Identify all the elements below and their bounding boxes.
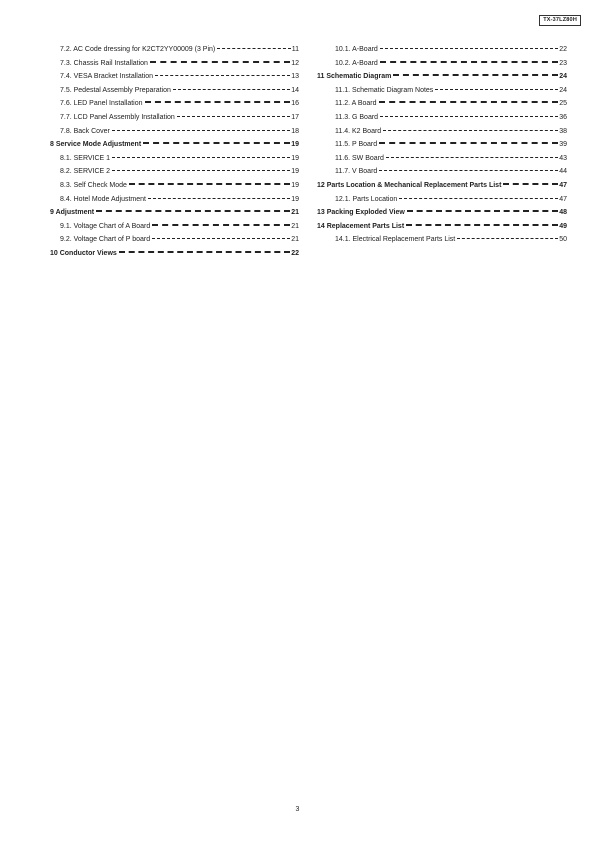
toc-leader-dots [386, 157, 558, 158]
model-badge: TX-37LZ80H [539, 15, 581, 26]
toc-entry-page: 39 [559, 141, 567, 149]
toc-entry-title: 9 Adjustment [50, 209, 95, 217]
toc-entry[interactable] [50, 196, 299, 210]
toc-entry[interactable] [50, 128, 299, 142]
toc-entry-page: 25 [559, 100, 567, 108]
toc-leader-dots [152, 224, 290, 226]
toc-entry-title: 8.3. Self Check Mode [60, 181, 127, 189]
toc-leader-dots [393, 74, 558, 76]
toc-leader-dots [155, 75, 290, 76]
toc-entry-title: 11.3. G Board [335, 113, 379, 121]
toc-entry[interactable] [317, 128, 567, 142]
toc-leader-dots [148, 198, 290, 199]
toc-entry[interactable] [50, 209, 299, 223]
toc-entry[interactable] [50, 182, 299, 196]
toc-entry[interactable] [317, 141, 567, 155]
toc-leader-dots [379, 142, 558, 144]
toc-entry[interactable] [50, 114, 299, 128]
toc-entry-page: 24 [559, 73, 567, 81]
toc-entry-title: 9.2. Voltage Chart of P board [60, 236, 151, 244]
toc-entry-title: 14.1. Electrical Replacement Parts List [335, 236, 456, 244]
toc-entry-page: 50 [559, 236, 567, 244]
toc-entry-title: 7.4. VESA Bracket Installation [60, 73, 153, 81]
toc-entry[interactable] [50, 223, 299, 237]
toc-leader-dots [150, 61, 290, 63]
toc-entry-title: 10.2. A-Board [335, 59, 378, 67]
toc-entry-title: 11.4. K2 Board [335, 127, 382, 135]
toc-entry[interactable] [50, 141, 299, 155]
toc-entry-page: 36 [559, 113, 567, 121]
toc-entry-title: 8.4. Hotel Mode Adjustment [60, 195, 146, 203]
toc-entry[interactable] [50, 73, 299, 87]
toc-leader-dots [143, 142, 290, 144]
toc-leader-dots [407, 210, 558, 212]
toc-leader-dots [406, 224, 558, 226]
toc-entry-page: 21 [291, 209, 299, 217]
toc-entry[interactable] [317, 182, 567, 196]
toc-entry-page: 47 [559, 181, 567, 189]
toc-entry-title: 7.7. LCD Panel Assembly Installation [60, 113, 175, 121]
toc-entry[interactable] [317, 168, 567, 182]
toc-entry-title: 8.1. SERVICE 1 [60, 154, 111, 162]
toc-entry[interactable] [50, 46, 299, 60]
toc-leader-dots [380, 61, 558, 63]
page-number: 3 [295, 806, 300, 813]
toc-entry-page: 49 [559, 222, 567, 230]
toc-entry[interactable] [50, 87, 299, 101]
toc-leader-dots [435, 89, 558, 90]
toc-entry-title: 11.5. P Board [335, 141, 378, 149]
toc-leader-dots [399, 198, 558, 199]
toc-entry-page: 44 [559, 168, 567, 176]
toc-entry-title: 7.8. Back Cover [60, 127, 110, 135]
toc-entry-page: 24 [559, 86, 567, 94]
toc-entry[interactable] [50, 236, 299, 250]
toc-leader-dots [112, 157, 290, 158]
toc-leader-dots [96, 210, 290, 212]
toc-entry-title: 7.6. LED Panel Installation [60, 100, 143, 108]
toc-entry[interactable] [317, 223, 567, 237]
toc-entry-page: 14 [291, 86, 299, 94]
toc-right-column [317, 46, 567, 250]
toc-entry-title: 8.2. SERVICE 2 [60, 168, 111, 176]
toc-entry-page: 13 [291, 73, 299, 81]
toc-entry[interactable] [317, 46, 567, 60]
toc-entry[interactable] [317, 73, 567, 87]
toc-entry[interactable] [50, 155, 299, 169]
toc-leader-dots [119, 251, 290, 253]
toc-entry-page: 22 [559, 46, 567, 53]
toc-entry-page: 17 [291, 113, 299, 121]
toc-entry[interactable] [317, 60, 567, 74]
toc-entry-title: 10 Conductor Views [50, 249, 117, 257]
toc-entry-page: 21 [291, 236, 299, 244]
toc-entry[interactable] [50, 250, 299, 264]
toc-entry-title: 12.1. Parts Location [335, 195, 398, 203]
toc-leader-dots [129, 183, 290, 185]
toc-entry[interactable] [317, 155, 567, 169]
toc-entry-page: 19 [291, 195, 299, 203]
toc-leader-dots [112, 170, 290, 171]
toc-entry-page: 19 [291, 168, 299, 176]
toc-entry-title: 7.2. AC Code dressing for K2CT2YY00009 (3 Pin) [60, 46, 216, 53]
toc-entry-page: 23 [559, 59, 567, 67]
toc-leader-dots [217, 48, 290, 49]
toc-leader-dots [383, 130, 558, 131]
toc-entry-title: 11.1. Schematic Diagram Notes [335, 86, 434, 94]
toc-entry-title: 11.2. A Board [335, 100, 377, 108]
toc-entry[interactable] [317, 100, 567, 114]
toc-entry-page: 19 [291, 181, 299, 189]
toc-entry-title: 7.3. Chassis Rail Installation [60, 59, 148, 67]
toc-entry-page: 19 [291, 141, 299, 149]
toc-entry-page: 18 [291, 127, 299, 135]
toc-entry[interactable] [50, 60, 299, 74]
toc-entry-page: 22 [291, 249, 299, 257]
toc-entry-title: 8 Service Mode Adjustment [50, 141, 142, 149]
toc-leader-dots [379, 170, 558, 171]
toc-leader-dots [152, 238, 290, 239]
toc-leader-dots [457, 238, 558, 239]
toc-entry-page: 43 [559, 154, 567, 162]
toc-leader-dots [380, 116, 558, 117]
toc-leader-dots [379, 101, 559, 103]
toc-entry-title: 12 Parts Location & Mechanical Replacement Parts List [317, 181, 502, 189]
toc-leader-dots [112, 130, 290, 131]
toc-entry-page: 19 [291, 154, 299, 162]
toc-leader-dots [177, 116, 290, 117]
toc-entry[interactable] [317, 114, 567, 128]
toc-entry-page: 16 [291, 100, 299, 108]
toc-entry-title: 11.7. V Board [335, 168, 378, 176]
toc-leader-dots [173, 89, 290, 90]
toc-entry-page: 48 [559, 209, 567, 217]
toc-entry[interactable] [50, 100, 299, 114]
toc-entry-page: 12 [291, 59, 299, 67]
toc-entry[interactable] [317, 196, 567, 210]
toc-entry-title: 7.5. Pedestal Assembly Preparation [60, 86, 171, 94]
toc-entry-page: 11 [291, 46, 299, 53]
toc-entry-title: 13 Packing Exploded View [317, 209, 405, 217]
toc-entry[interactable] [317, 87, 567, 101]
toc-entry[interactable] [50, 168, 299, 182]
toc-entry-title: 14 Replacement Parts List [317, 222, 405, 230]
toc-entry-title: 11 Schematic Diagram [317, 73, 392, 81]
toc-entry-title: 9.1. Voltage Chart of A Board [60, 222, 151, 230]
toc-entry-title: 11.6. SW Board [335, 154, 384, 162]
toc-entry-page: 38 [559, 127, 567, 135]
toc-entry-page: 47 [559, 195, 567, 203]
toc-entry[interactable] [317, 236, 567, 250]
toc-leader-dots [503, 183, 558, 185]
toc-leader-dots [145, 101, 291, 103]
toc-entry-page: 21 [291, 222, 299, 230]
toc-entry[interactable] [317, 209, 567, 223]
toc-leader-dots [380, 48, 558, 49]
toc-left-column [50, 46, 299, 264]
toc-entry-title: 10.1. A-Board [335, 46, 378, 53]
